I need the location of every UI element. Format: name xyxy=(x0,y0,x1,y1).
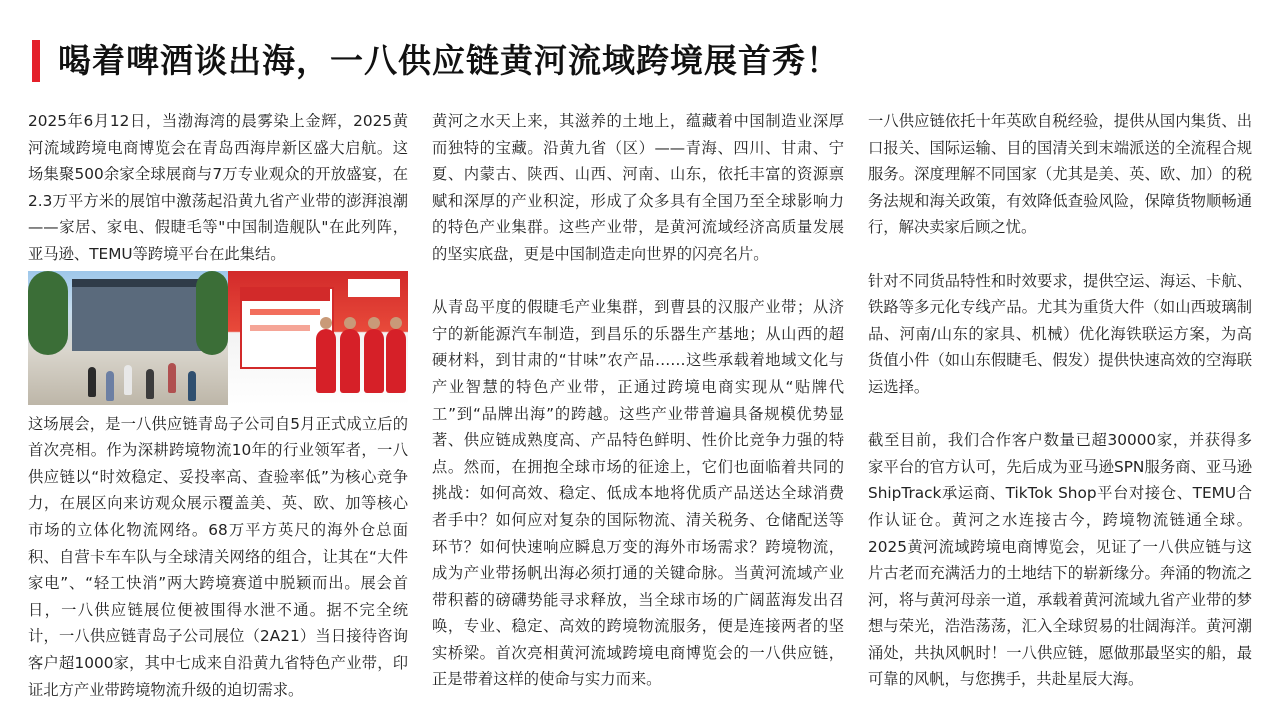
paragraph-industry-clusters: 从青岛平度的假睫毛产业集群，到曹县的汉服产业带；从济宁的新能源汽车制造，到昌乐的乐器生产基地；从山西的超硬材料，到甘肃的“甘味”农产品……这些承载着地域文化与产业智慧的特色产业带，正通过跨境电商实现从“贴牌代工”到“品牌出海”的跨越。这些产业带普遍具备规模优势显著、供应链成熟度高、产品特色鲜明、性价比竞争力强的特点。然而，在拥抱全球市场的征途上，它们也面临着共同的挑战：如何高效、稳定、低成本地将优质产品送达全球消费者手中？如何应对复杂的国际物流、清关税务、仓储配送等环节？如何快速响应瞬息万变的海外市场需求？跨境物流，成为产业带扬帆出海必须打通的关键命脉。当黄河流域产业带积蓄的磅礴势能寻求释放，当全球市场的广阔蓝海发出召唤，专业、稳定、高效的跨境物流服务，便是连接两者的坚实桥梁。首次亮相黄河流域跨境电商博览会的一八供应链，正是带着这样的使命与实力而来。 xyxy=(432,298,844,689)
photo-row xyxy=(28,271,408,405)
staff-head xyxy=(368,317,380,329)
booth-board-line xyxy=(250,309,320,315)
paragraph-company-debut: 这场展会，是一八供应链青岛子公司自5月正式成立后的首次亮相。作为深耕跨境物流10年的行业领军者，一八供应链以“时效稳定、妥投率高、查验率低”为核心竞争力，在展区向来访观众展示覆盖美、英、欧、加等核心市场的立体化物流网络。68万平方英尺的海外仓总面积、自营卡车车队与全球清关网络的组合，让其在“大件家电”、“轻工快消”两大跨境赛道中脱颖而出。展会首日，一八供应链展位便被围得水泄不通。据不完全统计，一八供应链青岛子公司展位（2A21）当日接待咨询客户超1000家，其中七成来自沿黄九省特色产业带，印证北方产业带跨境物流升级的迫切需求。 xyxy=(28,414,408,699)
company-logo-sign xyxy=(348,279,400,297)
visitor xyxy=(88,367,96,397)
paragraph-shipping-products: 针对不同货品特性和时效要求，提供空运、海运、卡航、铁路等多元化专线产品。尤其为重货大件（如山西玻璃制品、河南/山东的家具、机械）优化海铁联运方案，为高货值小件（如山东假睫毛、假发）提供快速高效的空海联运选择。 xyxy=(868,271,1252,396)
staff-member xyxy=(316,329,336,393)
article-column-3 xyxy=(868,108,1252,693)
tree-left xyxy=(28,271,68,355)
team-at-booth-photo xyxy=(228,271,408,405)
visitor xyxy=(124,365,132,395)
staff-head xyxy=(320,317,332,329)
visitor xyxy=(146,369,154,399)
staff-member xyxy=(364,329,384,393)
booth-board-line xyxy=(250,325,310,331)
visitor xyxy=(106,371,114,401)
staff-member xyxy=(386,329,406,393)
booth-board-header xyxy=(240,287,330,301)
title-accent-bar xyxy=(32,40,40,82)
expo-hall-building xyxy=(72,287,202,351)
paragraph-compliance-service: 一八供应链依托十年英欧自税经验，提供从国内集货、出口报关、国际运输、目的国清关到末端派送的全流程合规服务。深度理解不同国家（尤其是美、英、欧、加）的税务法规和海关政策，有效降低查验风险，保障货物顺畅通行，解决卖家后顾之忧。 xyxy=(868,112,1252,237)
article-column-2 xyxy=(432,108,844,693)
paragraph-achievements-closing: 截至目前，我们合作客户数量已超30000家，并获得多家平台的官方认可，先后成为亚马逊SPN服务商、亚马逊ShipTrack承运商、TikTok Shop平台对接仓、TEMU合作认证仓。黄河之水连接古今，跨境物流链通全球。2025黄河流域跨境电商博览会，见证了一八供应链与这片古老而充满活力的土地结下的崭新缘分。奔涌的物流之河，将与黄河母亲一道，承载着黄河流域九省产业带的梦想与荣光，浩浩荡荡，汇入全球贸易的壮阔海洋。黄河潮涌处，共执风帆时！一八供应链，愿做那最坚实的船，最可靠的风帆，与您携手，共赴星辰大海。 xyxy=(868,431,1252,689)
expo-hall-exterior-photo xyxy=(28,271,228,405)
tree-right xyxy=(196,271,228,355)
paragraph-spacer xyxy=(432,268,844,295)
article-column-1 xyxy=(28,108,408,703)
staff-head xyxy=(344,317,356,329)
article-title: 喝着啤酒谈出海，一八供应链黄河流域跨境展首秀！ xyxy=(58,41,840,80)
staff-head xyxy=(390,317,402,329)
paragraph-expo-intro: 2025年6月12日，当渤海湾的晨雾染上金辉，2025黄河流域跨境电商博览会在青岛西海岸新区盛大启航。这场集聚500余家全球展商与7万专业观众的开放盛宴，在2.3万平方米的展馆中激荡起沿黄九省产业带的澎湃浪潮——家居、家电、假睫毛等"中国制造舰队"在此列阵，亚马逊、TEMU等跨境平台在此集结。 xyxy=(28,112,408,263)
staff-member xyxy=(340,329,360,393)
paragraph-spacer xyxy=(868,241,1252,268)
visitor xyxy=(168,363,176,393)
paragraph-spacer xyxy=(868,401,1252,428)
visitor xyxy=(188,371,196,401)
paragraph-yellow-river-industries: 黄河之水天上来，其滋养的土地上，蕴藏着中国制造业深厚而独特的宝藏。沿黄九省（区）——青海、四川、甘肃、宁夏、内蒙古、陕西、山西、河南、山东，依托丰富的资源禀赋和深厚的产业积淀，形成了众多具有全国乃至全球影响力的特色产业集群。这些产业带，是黄河流域经济高质量发展的坚实底盘，更是中国制造走向世界的闪亮名片。 xyxy=(432,112,844,263)
